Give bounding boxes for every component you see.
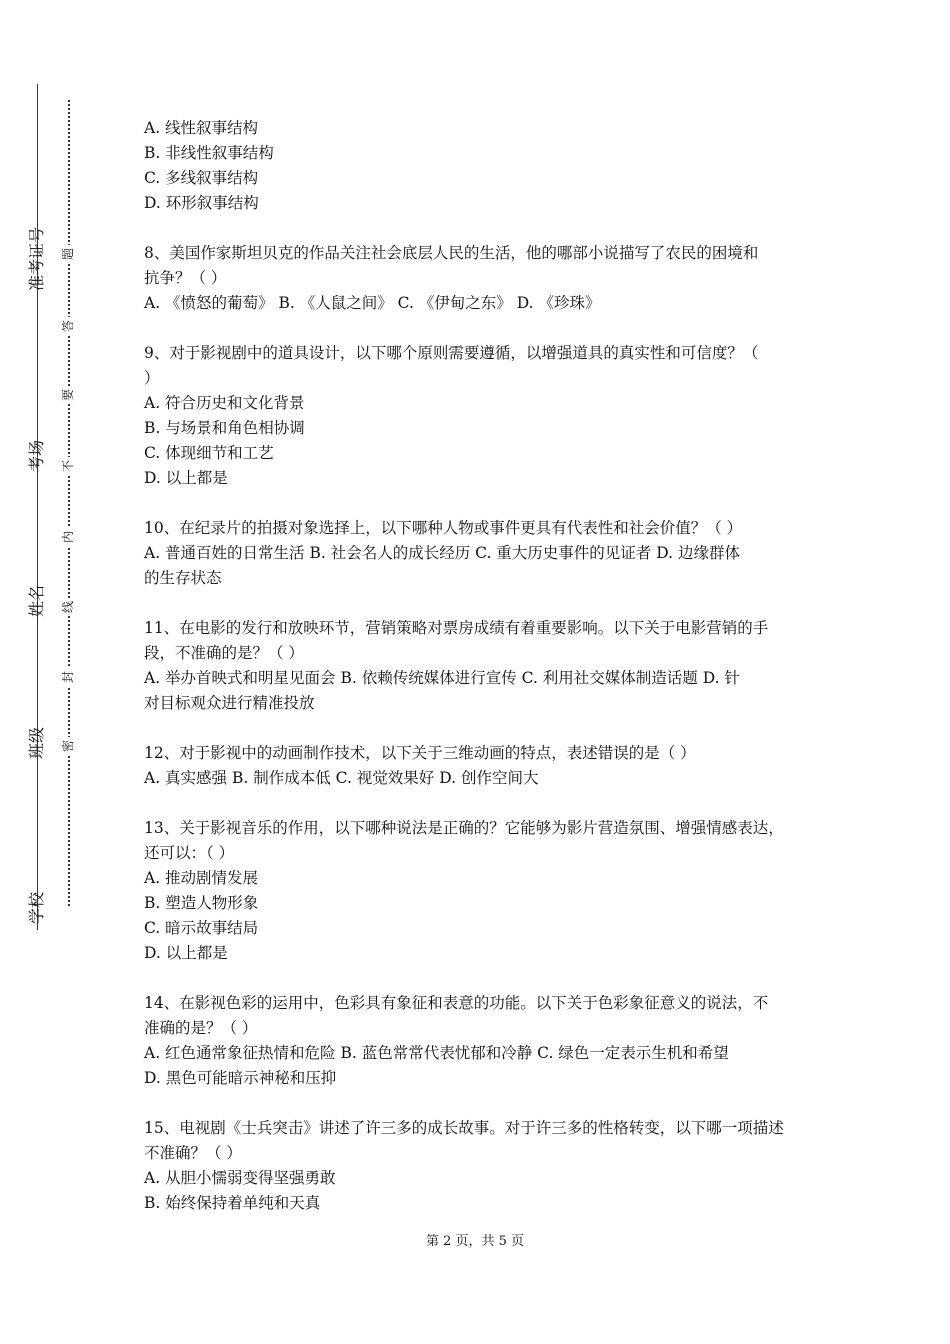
seal-char: 要 bbox=[59, 386, 77, 404]
seal-char: 内 bbox=[59, 528, 77, 546]
binding-dotted-line bbox=[68, 100, 70, 906]
option: A. 线性叙事结构 bbox=[144, 119, 259, 137]
option: D. 以上都是 bbox=[144, 469, 228, 487]
option: A. 符合历史和文化背景 bbox=[144, 394, 305, 412]
option: 对目标观众进行精准投放 bbox=[144, 694, 315, 712]
question-text: ） bbox=[144, 369, 160, 387]
question-text: 8、美国作家斯坦贝克的作品关注社会底层人民的生活，他的哪部小说描写了农民的困境和 bbox=[144, 244, 759, 262]
question-14 bbox=[144, 991, 814, 1091]
question-text: 抗争？（ ） bbox=[144, 269, 227, 287]
question-10 bbox=[144, 516, 814, 591]
option: A. 从胆小懦弱变得坚强勇敢 bbox=[144, 1169, 336, 1187]
exam-number-label: 准考证号 bbox=[27, 226, 46, 291]
option: A. 举办首映式和明星见面会 B. 依赖传统媒体进行宣传 C. 利用社交媒体制造话题 D. 针 bbox=[144, 669, 740, 687]
question-11 bbox=[144, 616, 814, 716]
option: A. 红色通常象征热情和危险 B. 蓝色常常代表忧郁和冷静 C. 绿色一定表示生机和希望 bbox=[144, 1044, 729, 1062]
option: B. 与场景和角色相协调 bbox=[144, 419, 305, 437]
question-text: 14、在影视色彩的运用中，色彩具有象征和表意的功能。以下关于色彩象征意义的说法，不 bbox=[144, 994, 769, 1012]
question-12 bbox=[144, 741, 814, 791]
option: D. 以上都是 bbox=[144, 944, 228, 962]
seal-char: 题 bbox=[59, 245, 77, 263]
exam-room-label: 考场 bbox=[27, 440, 46, 473]
option: A. 推动剧情发展 bbox=[144, 869, 259, 887]
question-text: 准确的是？（ ） bbox=[144, 1019, 258, 1037]
option: B. 始终保持着单纯和天真 bbox=[144, 1194, 321, 1212]
question-text: 段，不准确的是？（ ） bbox=[144, 644, 304, 662]
option: C. 体现细节和工艺 bbox=[144, 444, 274, 462]
question-text: 9、对于影视剧中的道具设计，以下哪个原则需要遵循，以增强道具的真实性和可信度？（ bbox=[144, 344, 759, 362]
seal-char: 不 bbox=[59, 457, 77, 475]
option: B. 塑造人物形象 bbox=[144, 894, 259, 912]
class-label: 班级 bbox=[27, 727, 46, 760]
question-15 bbox=[144, 1116, 814, 1216]
school-label: 学校 bbox=[27, 892, 46, 925]
question-13 bbox=[144, 816, 814, 966]
seal-char: 线 bbox=[59, 598, 77, 616]
question-8 bbox=[144, 241, 814, 316]
option: A. 《愤怒的葡萄》 B. 《人鼠之间》 C. 《伊甸之东》 D. 《珍珠》 bbox=[144, 294, 601, 312]
option: 的生存状态 bbox=[144, 569, 222, 587]
question-text: 11、在电影的发行和放映环节，营销策略对票房成绩有着重要影响。以下关于电影营销的手 bbox=[144, 619, 769, 637]
question-text: 还可以：（ ） bbox=[144, 844, 235, 862]
question-text: 10、在纪录片的拍摄对象选择上，以下哪种人物或事件更具有代表性和社会价值？（ ） bbox=[144, 519, 743, 537]
question-text: 15、电视剧《士兵突击》讲述了许三多的成长故事。对于许三多的性格转变，以下哪一项描述 bbox=[144, 1119, 784, 1137]
seal-char: 答 bbox=[59, 317, 77, 335]
question-7-options bbox=[144, 116, 814, 216]
question-text: 12、对于影视中的动画制作技术，以下关于三维动画的特点，表述错误的是（ ） bbox=[144, 744, 696, 762]
question-list bbox=[144, 116, 814, 1216]
option: D. 黑色可能暗示神秘和压抑 bbox=[144, 1069, 337, 1087]
seal-char: 封 bbox=[59, 668, 77, 686]
question-text: 不准确？（ ） bbox=[144, 1144, 242, 1162]
question-text: 13、关于影视音乐的作用，以下哪种说法是正确的？它能够为影片营造氛围、增强情感表达， bbox=[144, 819, 784, 837]
option: B. 非线性叙事结构 bbox=[144, 144, 274, 162]
option: A. 普通百姓的日常生活 B. 社会名人的成长经历 C. 重大历史事件的见证者 D. 边缘群体 bbox=[144, 544, 740, 562]
name-label: 姓名 bbox=[27, 585, 46, 618]
option: A. 真实感强 B. 制作成本低 C. 视觉效果好 D. 创作空间大 bbox=[144, 769, 539, 787]
seal-char: 密 bbox=[59, 737, 77, 755]
option: D. 环形叙事结构 bbox=[144, 194, 259, 212]
question-9 bbox=[144, 341, 814, 491]
page-number: 第 2 页，共 5 页 bbox=[425, 1234, 525, 1249]
option: C. 多线叙事结构 bbox=[144, 169, 259, 187]
binding-solid-line bbox=[37, 84, 38, 930]
option: C. 暗示故事结局 bbox=[144, 919, 259, 937]
